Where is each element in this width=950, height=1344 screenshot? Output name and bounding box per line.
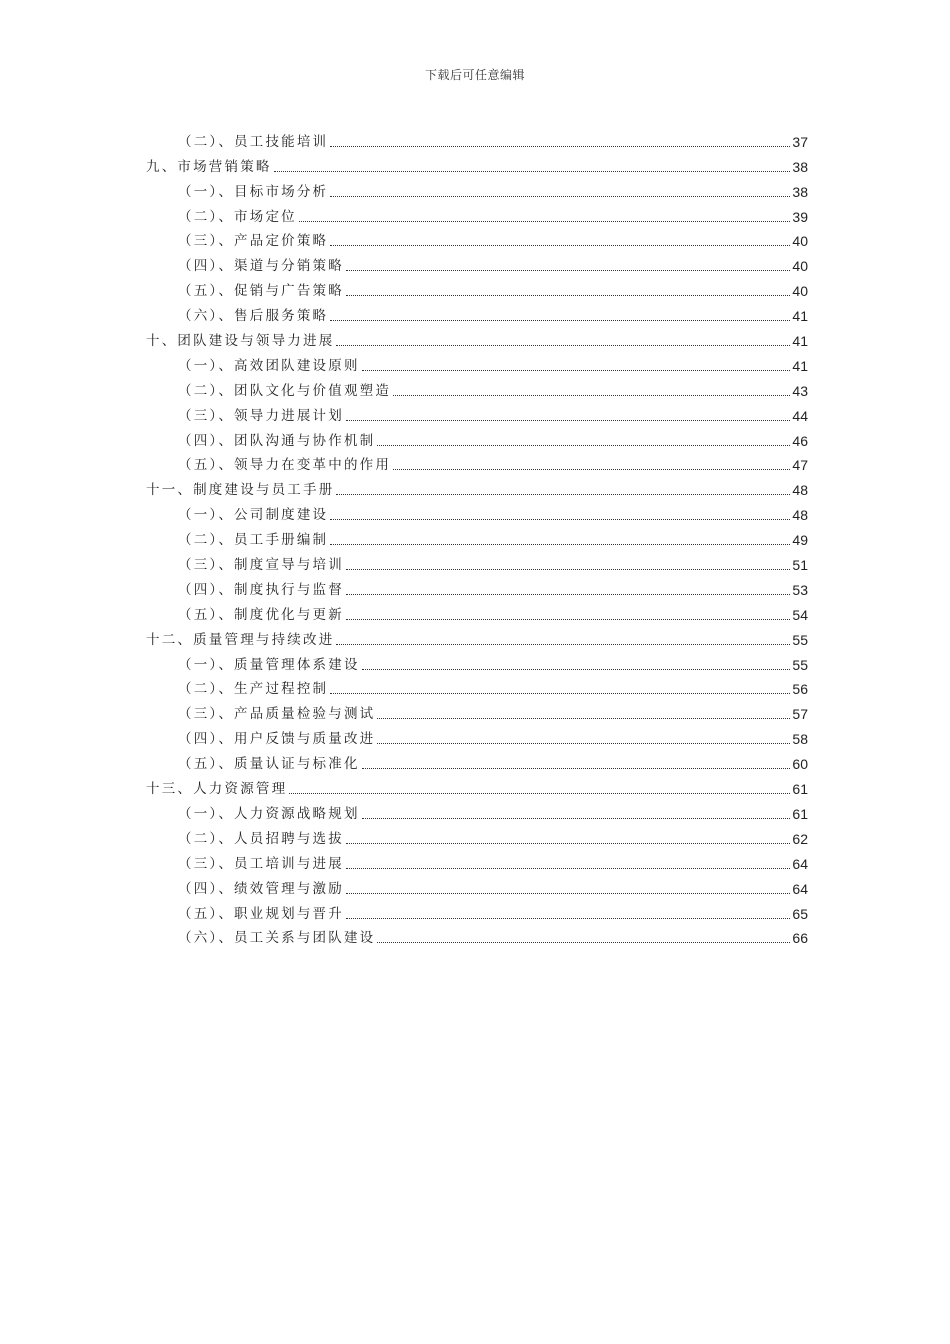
toc-section-entry[interactable] <box>146 176 808 201</box>
toc-chapter-entry[interactable] <box>146 624 808 649</box>
toc-section-entry[interactable] <box>146 873 808 898</box>
toc-page-number: 53 <box>792 581 808 598</box>
toc-page-number: 39 <box>792 208 808 225</box>
toc-section-entry[interactable] <box>146 723 808 748</box>
toc-page-number: 48 <box>792 507 808 524</box>
toc-page-number: 61 <box>792 805 808 822</box>
toc-page-number: 55 <box>792 631 808 648</box>
toc-dot-leader <box>377 444 790 446</box>
toc-page-number: 44 <box>792 407 808 424</box>
toc-page-number: 54 <box>792 606 808 623</box>
toc-section-entry[interactable] <box>146 898 808 923</box>
toc-page-number: 41 <box>792 333 808 350</box>
toc-entry-label: （三）、领导力进展计划 <box>178 407 344 424</box>
toc-chapter-entry[interactable] <box>146 151 808 176</box>
toc-page-number: 55 <box>792 656 808 673</box>
toc-dot-leader <box>346 269 790 271</box>
toc-dot-leader <box>346 842 790 844</box>
toc-page-number: 41 <box>792 308 808 325</box>
toc-page-number: 62 <box>792 830 808 847</box>
toc-page-number: 56 <box>792 681 808 698</box>
toc-entry-label: （五）、职业规划与晋升 <box>178 905 344 922</box>
toc-dot-leader <box>330 543 790 545</box>
toc-dot-leader <box>362 668 791 670</box>
toc-section-entry[interactable] <box>146 425 808 450</box>
table-of-contents <box>146 126 808 947</box>
toc-page-number: 41 <box>792 357 808 374</box>
toc-entry-label: 十三、人力资源管理 <box>146 781 288 798</box>
toc-page-number: 51 <box>792 557 808 574</box>
toc-page-number: 48 <box>792 482 808 499</box>
toc-section-entry[interactable] <box>146 226 808 251</box>
toc-dot-leader <box>336 344 790 346</box>
toc-section-entry[interactable] <box>146 848 808 873</box>
toc-dot-leader <box>362 369 791 371</box>
toc-section-entry[interactable] <box>146 674 808 699</box>
toc-page-number: 40 <box>792 283 808 300</box>
toc-entry-label: （三）、制度宣导与培训 <box>178 557 344 574</box>
toc-section-entry[interactable] <box>146 350 808 375</box>
toc-page-number: 40 <box>792 258 808 275</box>
toc-entry-label: （四）、绩效管理与激励 <box>178 880 344 897</box>
toc-chapter-entry[interactable] <box>146 325 808 350</box>
toc-dot-leader <box>346 568 790 570</box>
toc-dot-leader <box>346 867 790 869</box>
toc-section-entry[interactable] <box>146 499 808 524</box>
toc-dot-leader <box>377 742 790 744</box>
toc-section-entry[interactable] <box>146 300 808 325</box>
toc-page-number: 43 <box>792 382 808 399</box>
toc-page-number: 40 <box>792 233 808 250</box>
toc-entry-label: （四）、渠道与分销策略 <box>178 258 344 275</box>
toc-dot-leader <box>346 294 790 296</box>
toc-page-number: 38 <box>792 183 808 200</box>
toc-page-number: 49 <box>792 532 808 549</box>
toc-chapter-entry[interactable] <box>146 773 808 798</box>
toc-section-entry[interactable] <box>146 923 808 948</box>
toc-dot-leader <box>299 220 791 222</box>
toc-dot-leader <box>330 244 790 246</box>
toc-entry-label: （二）、员工技能培训 <box>178 133 329 150</box>
toc-entry-label: （一）、高效团队建设原则 <box>178 357 360 374</box>
toc-entry-label: （三）、员工培训与进展 <box>178 855 344 872</box>
toc-dot-leader <box>336 493 790 495</box>
toc-section-entry[interactable] <box>146 250 808 275</box>
toc-section-entry[interactable] <box>146 400 808 425</box>
toc-entry-label: （五）、促销与广告策略 <box>178 283 344 300</box>
toc-dot-leader <box>330 518 790 520</box>
toc-dot-leader <box>346 618 790 620</box>
toc-page-number: 61 <box>792 781 808 798</box>
toc-entry-label: （五）、质量认证与标准化 <box>178 756 360 773</box>
toc-section-entry[interactable] <box>146 275 808 300</box>
page-header: 下载后可任意编辑 <box>424 68 525 82</box>
toc-dot-leader <box>289 792 790 794</box>
toc-section-entry[interactable] <box>146 599 808 624</box>
toc-entry-label: （五）、领导力在变革中的作用 <box>178 457 392 474</box>
toc-dot-leader <box>346 419 790 421</box>
toc-entry-label: （三）、产品定价策略 <box>178 233 329 250</box>
toc-dot-leader <box>336 643 790 645</box>
toc-entry-label: （二）、生产过程控制 <box>178 681 329 698</box>
toc-entry-label: 十二、质量管理与持续改进 <box>146 631 335 648</box>
toc-section-entry[interactable] <box>146 450 808 475</box>
toc-page-number: 65 <box>792 905 808 922</box>
toc-page-number: 60 <box>792 756 808 773</box>
toc-dot-leader <box>330 195 790 197</box>
toc-entry-label: （二）、员工手册编制 <box>178 532 329 549</box>
toc-dot-leader <box>330 692 790 694</box>
toc-section-entry[interactable] <box>146 649 808 674</box>
toc-entry-label: （四）、制度执行与监督 <box>178 581 344 598</box>
toc-section-entry[interactable] <box>146 698 808 723</box>
toc-entry-label: （一）、目标市场分析 <box>178 183 329 200</box>
toc-section-entry[interactable] <box>146 748 808 773</box>
toc-page-number: 64 <box>792 880 808 897</box>
toc-entry-label: （二）、市场定位 <box>178 208 297 225</box>
toc-entry-label: （一）、人力资源战略规划 <box>178 805 360 822</box>
toc-entry-label: 九、市场营销策略 <box>146 158 272 175</box>
toc-dot-leader <box>362 817 791 819</box>
toc-entry-label: （三）、产品质量检验与测试 <box>178 706 376 723</box>
toc-entry-label: 十一、制度建设与员工手册 <box>146 482 335 499</box>
toc-dot-leader <box>393 468 790 470</box>
toc-dot-leader <box>362 767 791 769</box>
toc-page-number: 47 <box>792 457 808 474</box>
toc-entry-label: 十、团队建设与领导力进展 <box>146 333 335 350</box>
toc-section-entry[interactable] <box>146 126 808 151</box>
toc-section-entry[interactable] <box>146 798 808 823</box>
toc-entry-label: （六）、员工关系与团队建设 <box>178 930 376 947</box>
toc-page-number: 57 <box>792 706 808 723</box>
toc-entry-label: （一）、公司制度建设 <box>178 507 329 524</box>
toc-page-number: 64 <box>792 855 808 872</box>
toc-dot-leader <box>330 319 790 321</box>
toc-dot-leader <box>274 170 791 172</box>
toc-section-entry[interactable] <box>146 549 808 574</box>
toc-entry-label: （二）、人员招聘与选拔 <box>178 830 344 847</box>
toc-page-number: 66 <box>792 930 808 947</box>
toc-dot-leader <box>346 917 790 919</box>
toc-dot-leader <box>393 394 790 396</box>
toc-section-entry[interactable] <box>146 524 808 549</box>
toc-dot-leader <box>346 892 790 894</box>
toc-chapter-entry[interactable] <box>146 474 808 499</box>
toc-dot-leader <box>377 717 790 719</box>
toc-entry-label: （一）、质量管理体系建设 <box>178 656 360 673</box>
toc-page-number: 37 <box>792 133 808 150</box>
toc-section-entry[interactable] <box>146 375 808 400</box>
toc-dot-leader <box>346 593 790 595</box>
toc-dot-leader <box>330 145 790 147</box>
toc-entry-label: （六）、售后服务策略 <box>178 308 329 325</box>
toc-page-number: 38 <box>792 158 808 175</box>
toc-section-entry[interactable] <box>146 823 808 848</box>
toc-entry-label: （二）、团队文化与价值观塑造 <box>178 382 392 399</box>
toc-page-number: 46 <box>792 432 808 449</box>
toc-page-number: 58 <box>792 731 808 748</box>
toc-section-entry[interactable] <box>146 201 808 226</box>
toc-entry-label: （四）、团队沟通与协作机制 <box>178 432 376 449</box>
toc-dot-leader <box>377 941 790 943</box>
toc-entry-label: （五）、制度优化与更新 <box>178 606 344 623</box>
toc-entry-label: （四）、用户反馈与质量改进 <box>178 731 376 748</box>
toc-section-entry[interactable] <box>146 574 808 599</box>
